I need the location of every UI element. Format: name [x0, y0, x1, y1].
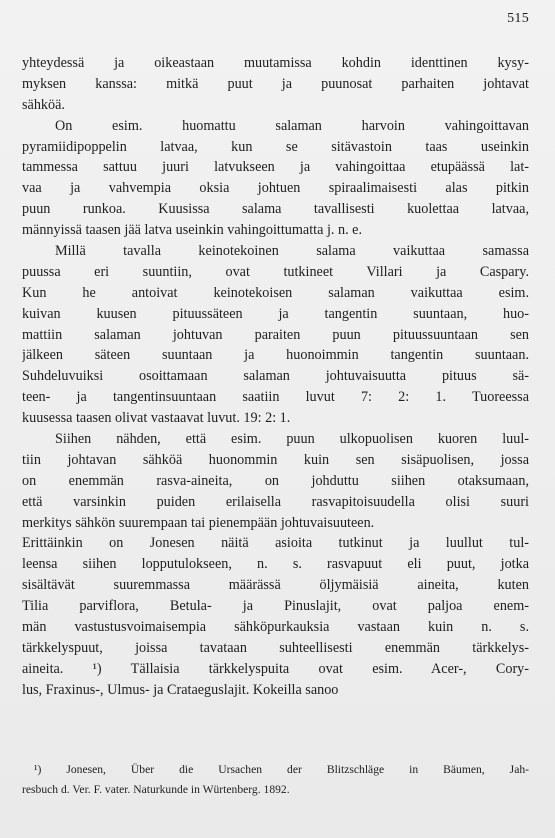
text-line: teen- ja tangentinsuuntaan saatiin luvut 7: 2: 1. Tuoreessa	[22, 389, 529, 406]
text-line: että varsinkin puiden erilaisella rasvapitoisuudella olisi suuri	[22, 493, 529, 510]
footnote-line: resbuch d. Ver. F. vater. Naturkunde in Würtenberg. 1892.	[22, 783, 290, 796]
text-line: leensa siihen lopputulokseen, n. s. rasvapuut eli puut, jotka	[22, 556, 529, 573]
text-line: aineita. ¹) Tällaisia tärkkelyspuita ovat esim. Acer-, Cory-	[22, 660, 529, 677]
text-line: Erittäinkin on Jonesen näitä asioita tutkinut ja luullut tul-	[22, 535, 529, 552]
text-line: tiin johtavan sähköä huonommin kuin sen sisäpuolisen, jossa	[22, 451, 529, 468]
footnotes	[22, 760, 529, 800]
text-line: jälkeen säteen suuntaan ja huonoimmin tangentin suuntaan.	[22, 347, 529, 364]
text-line: sisältävät suuremmassa määrässä öljymäisiä aineita, kuten	[22, 577, 529, 594]
text-line: Tilia parviflora, Betula- ja Pinuslajit, ovat paljoa enem-	[22, 598, 529, 615]
text-line: männyissä taasen jää latva useinkin vahingoittumatta j. n. e.	[22, 222, 363, 239]
text-line: on enemmän rasva-aineita, on johduttu siihen otaksumaan,	[22, 472, 529, 489]
footnote-line: ¹) Jonesen, Über die Ursachen der Blitzschläge in Bäumen, Jah-	[34, 763, 529, 776]
body-text	[22, 53, 529, 701]
text-line: mattiin salaman johtuvan paraiten puun pituussuuntaan sen	[22, 326, 529, 343]
text-line: kuivan kuusen pituussäteen ja tangentin suuntaan, huo-	[22, 305, 529, 322]
text-line: puun runkoa. Kuusissa salama tavallisesti kuolettaa latvaa,	[22, 201, 529, 218]
text-line: tärkkelyspuut, joissa tavataan suhteellisesti enemmän tärkkelys-	[22, 639, 529, 656]
text-line: kuusessa taasen olivat vastaavat luvut. 19: 2: 1.	[22, 410, 291, 427]
text-line: yhteydessä ja oikeastaan muutamissa kohdin identtinen kysy-	[22, 55, 529, 71]
text-line: On esim. huomattu salaman harvoin vahingoittavan	[55, 117, 529, 134]
text-line: myksen kanssa: mitkä puut ja puunosat parhaiten johtavat	[22, 75, 529, 92]
text-line: tammessa sattuu juuri latvukseen ja vahingoittaa etupäässä lat-	[22, 159, 529, 176]
page-number: 515	[507, 11, 529, 26]
text-line: män vastustusvoimaisempia sähköpurkauksia vastaan kuin n. s.	[22, 619, 529, 636]
text-line: pyramiidipoppelin latvaa, kun se sitävastoin taas useinkin	[22, 138, 529, 155]
text-line: Kun he antoivat keinotekoisen salaman vaikuttaa esim.	[22, 284, 529, 301]
text-line: Suhdeluvuiksi osoittamaan salaman johtuvaisuutta pituus sä-	[22, 368, 529, 385]
text-line: sähköä.	[22, 96, 65, 113]
text-line: vaa ja vahvempia oksia johtuen spiraalimaisesti alas pitkin	[22, 180, 529, 197]
text-line: merkitys sähkön suurempaan tai pienempään johtuvaisuuteen.	[22, 514, 375, 531]
text-line: lus, Fraxinus-, Ulmus- ja Crataeguslajit. Kokeilla sanoo	[22, 681, 339, 698]
text-line: puussa eri suuntiin, ovat tutkineet Villari ja Caspary.	[22, 263, 529, 280]
text-line: Millä tavalla keinotekoinen salama vaikuttaa samassa	[55, 243, 529, 260]
text-line: Siihen nähden, että esim. puun ulkopuolisen kuoren luul-	[55, 431, 529, 448]
